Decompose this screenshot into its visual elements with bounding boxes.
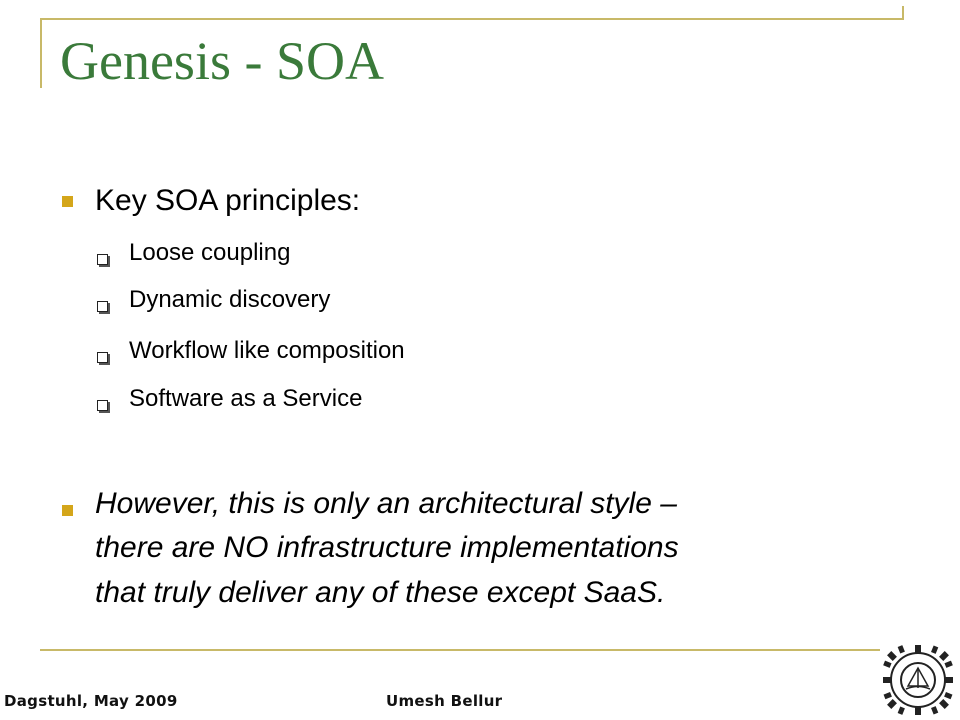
bullet-however-line-2: there are NO infrastructure implementations bbox=[95, 531, 679, 564]
sub-bullet-square-icon bbox=[97, 301, 108, 312]
sub-bullet-software-as-service: Software as a Service bbox=[129, 385, 363, 412]
bullet-square-icon bbox=[62, 505, 73, 516]
slide-title: Genesis - SOA bbox=[60, 31, 384, 91]
bullet-square-icon bbox=[62, 196, 73, 207]
footer-venue-date: Dagstuhl, May 2009 bbox=[4, 692, 178, 710]
sub-bullet-square-icon bbox=[97, 254, 108, 265]
bullet-however-line-3: that truly deliver any of these except SaaS. bbox=[95, 576, 666, 609]
slide-frame-right-tick bbox=[902, 6, 904, 20]
bullet-however-line-1: However, this is only an architectural style – bbox=[95, 487, 677, 520]
sub-bullet-loose-coupling: Loose coupling bbox=[129, 239, 291, 266]
sub-bullet-square-icon bbox=[97, 400, 108, 411]
slide-frame-top-rule bbox=[40, 18, 904, 20]
bullet-key-principles: Key SOA principles: bbox=[95, 184, 361, 217]
footer-rule bbox=[40, 649, 880, 651]
sub-bullet-dynamic-discovery: Dynamic discovery bbox=[129, 286, 331, 313]
footer-author: Umesh Bellur bbox=[386, 692, 503, 710]
sub-bullet-workflow-composition: Workflow like composition bbox=[129, 337, 405, 364]
slide-frame-left-rule bbox=[40, 18, 42, 88]
iit-bombay-logo-icon bbox=[880, 642, 956, 718]
sub-bullet-square-icon bbox=[97, 352, 108, 363]
